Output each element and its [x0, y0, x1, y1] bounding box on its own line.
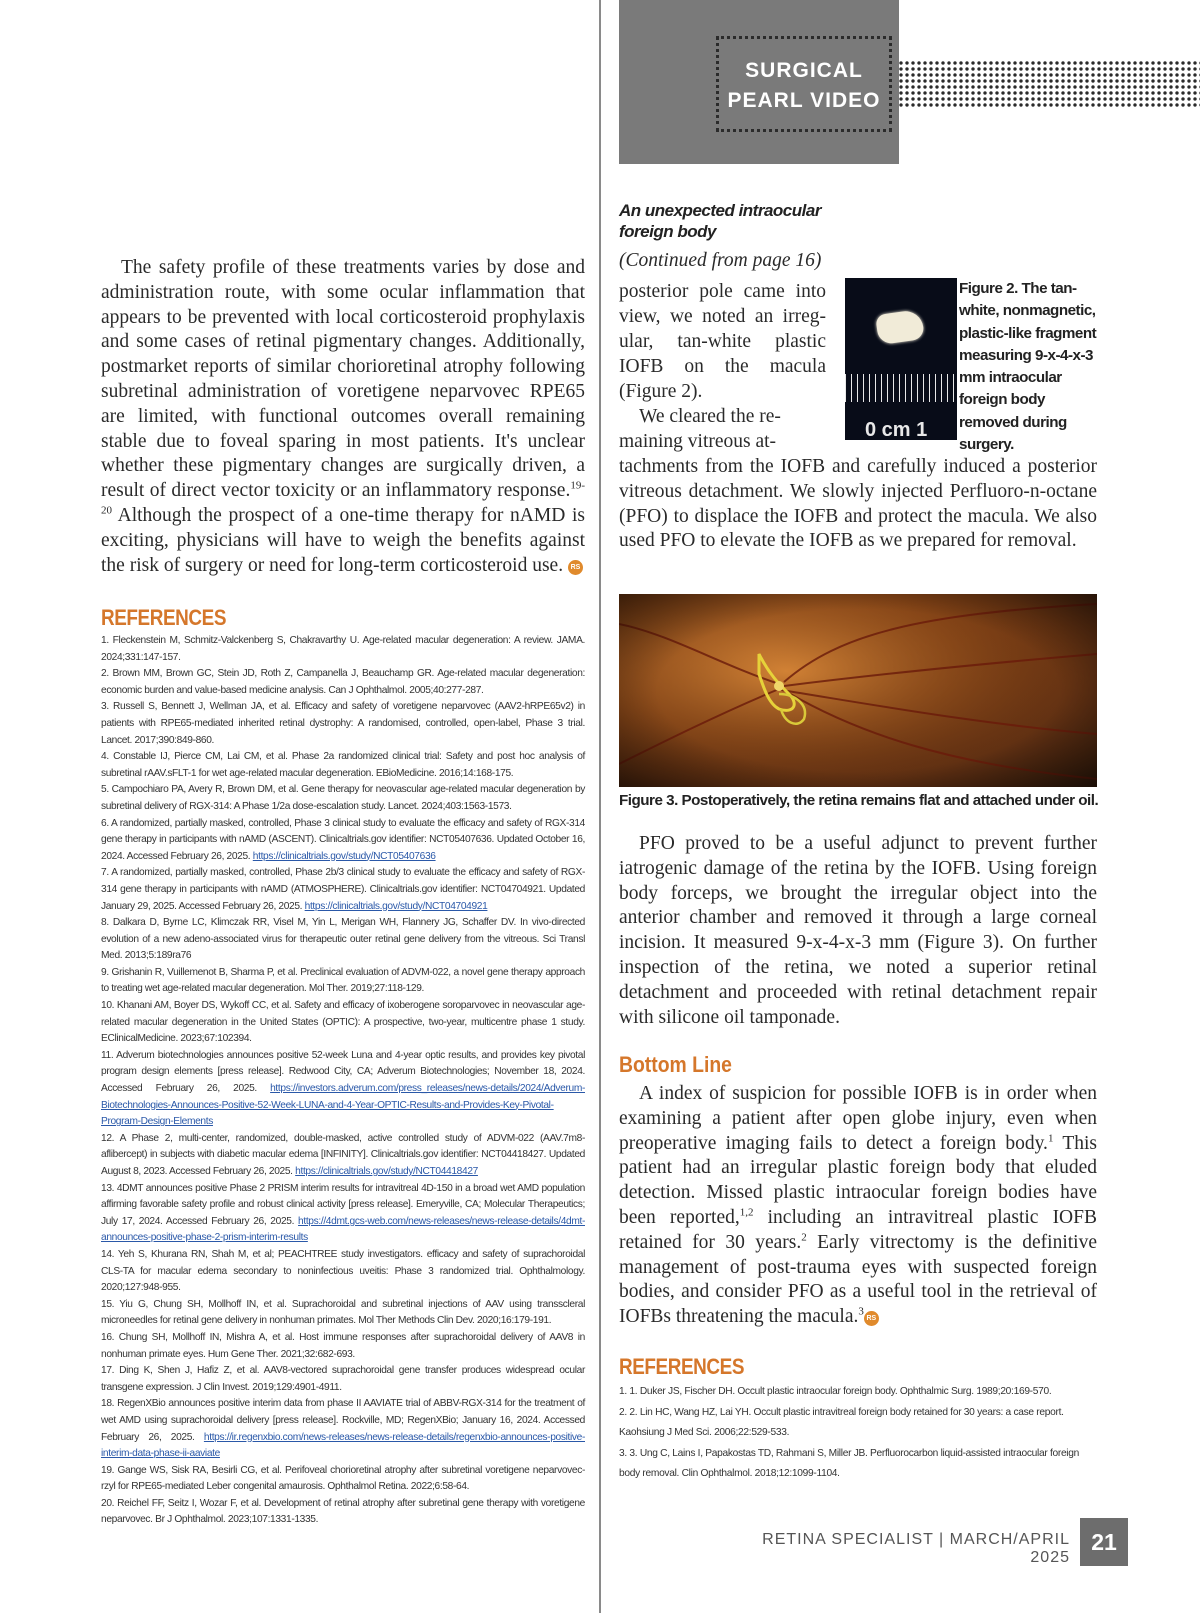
right-reference-item: 2. 2. Lin HC, Wang HZ, Lai YH. Occult plastic intravitreal foreign body retained for 30 years: a case report. Kaohsiung J Med Sci. 2006;22:529-533.	[619, 1406, 1064, 1438]
rs-end-badge-icon: RS	[864, 1311, 879, 1326]
left-reference-item	[101, 998, 585, 1048]
narrow-text-line: IOFB on the macula	[619, 356, 826, 377]
figure-2-caption: Figure 2. The tan-white, nonmagnetic, plastic-like fragment measuring 9-x-4-x-3 mm intraocular foreign body removed during surgery.	[959, 280, 1097, 454]
left-reference-item	[101, 1048, 585, 1131]
left-reference-item	[101, 699, 585, 749]
reference-text: 17. Ding K, Shen J, Hafiz Z, et al. AAV8-vectored suprachoroidal gene transfer produces widespread ocular transgene expression. J Clin Invest. 2019;129:4901-4911.	[101, 1365, 585, 1393]
left-body-text-end: Although the prospect of a one-time therapy for nAMD is exciting, physicians will have to weigh the benefits against the risk of surgery or need for long-term corticosteroid use.	[101, 504, 585, 576]
narrow-text-line: (Figure 2).	[619, 381, 703, 402]
reference-text: 15. Yiu G, Chung SH, Mollhoff IN, et al. Suprachoroidal and subretinal injections of AAV using transscleral microneedles for retinal gene delivery in nonhuman primates. Mol Ther Methods Clin Dev. 2020;16:179-191.	[101, 1298, 585, 1327]
p3-text-a: A index of suspicion for possible IOFB is in order when examining a patient after open globe injury, even when preoperative imaging fails to detect a foreign body.	[619, 1083, 1097, 1154]
reference-text: 11. Adverum biotechnologies announces positive 52-week Luna and 4-year optic results, and provides key pivotal program design elements [press release]. Redwood City, CA; Adverum Biotechnologies; November 18, 2024. Accessed February 26, 2025.	[101, 1049, 585, 1095]
left-reference-item	[101, 1496, 585, 1529]
section-header-line2: PEARL VIDEO	[727, 89, 881, 112]
p3-sup-1: 1	[1047, 1132, 1054, 1145]
rs-end-badge-icon: RS	[568, 560, 583, 575]
narrow-text-line: We cleared the re-	[639, 406, 781, 427]
reference-text: 8. Dalkara D, Byrne LC, Klimczak RR, Visel M, Yin L, Merigan WH, Flannery JG, Schaffer DV. In vivo-directed evolution of a new adeno-associated virus for therapeutic outer retinal gene delivery from the vitreous. Sci Transl Med. 2013;5:189ra76	[101, 917, 585, 962]
plastic-fragment-shape	[875, 309, 925, 345]
figure-2-image	[845, 278, 957, 440]
narrow-text-line: maining vitreous at-	[619, 431, 777, 452]
right-paragraph-2: PFO proved to be a useful adjunct to prevent further iatrogenic damage of the retina by the IOFB. Using foreign body forceps, we brought the irregular object into the anterior chamber and removed it through a large corneal incision. It measured 9-x-4-x-3 mm (Figure 3). On further inspection of the retina, we noted a superior retinal detachment and proceeded with retinal detachment repair with silicone oil tamponade.	[619, 833, 1097, 1028]
left-reference-item	[101, 1363, 585, 1396]
reference-text: 9. Grishanin R, Vuillemenot B, Sharma P, et al. Preclinical evaluation of ADVM-022, a novel gene therapy approach to treating wet age-related macular degeneration. Mol Ther. 2019;27:118-129.	[101, 966, 585, 995]
reference-link[interactable]: https://clinicaltrials.gov/study/NCT04704921	[304, 900, 488, 912]
left-reference-item	[101, 1396, 585, 1462]
p3-text-b: This patient had an irregular plastic foreign body that eluded detection. Missed plastic intraocular foreign bodies have been reported,	[619, 1132, 1097, 1228]
reference-text: 13. 4DMT announces positive Phase 2 PRISM interim results for intravitreal 4D-150 in a broad wet AMD population affirming favorable safety profile and robust clinical activity [press release]. Emeryville, CA; Molecular Therapeutics; July 17, 2024. Accessed February 26, 2025.	[101, 1182, 585, 1227]
right-references-heading: REFERENCES	[619, 1354, 745, 1379]
left-reference-item	[101, 633, 585, 666]
narrow-text-line: posterior pole came into	[619, 281, 826, 302]
reference-link[interactable]: https://clinicaltrials.gov/study/NCT04418427	[295, 1166, 478, 1177]
left-reference-item	[101, 1297, 585, 1330]
right-reference-item: 1. 1. Duker JS, Fischer DH. Occult plastic intraocular foreign body. Ophthalmic Surg. 1989;20:169-570.	[619, 1386, 1052, 1397]
left-reference-item	[101, 865, 585, 915]
reference-text: 6. A randomized, partially masked, controlled, Phase 3 clinical study to evaluate the efficacy and safety of RGX-314 gene therapy in participants with nAMD (ASCENT). Clinicaltrials.gov identifier: NCT05407636. Updated October 16, 2024. Accessed February 26, 2025.	[101, 817, 585, 862]
p3-text-c: including an intravitreal plastic IOFB retained for 30 years.	[619, 1206, 1097, 1253]
reference-link[interactable]: https://clinicaltrials.gov/study/NCT05407636	[252, 850, 436, 862]
figure-3-caption: Figure 3. Postoperatively, the retina remains flat and attached under oil.	[619, 792, 1099, 809]
reference-text: 2. Brown MM, Brown GC, Stein JD, Roth Z, Campanella J, Beauchamp GR. Age-related macular degeneration: economic burden and value-based medicine analysis. Can J Ophthalmol. 2005;40:277-287.	[101, 668, 585, 696]
reference-text: 16. Chung SH, Mollhoff IN, Mishra A, et al. Host immune responses after suprachoroidal delivery of AAV8 in nonhuman primate eyes. Hum Gene Ther. 2021;32:682-693.	[101, 1331, 585, 1360]
left-reference-item	[101, 1181, 585, 1247]
narrow-text-line: view, we noted an irreg-	[619, 306, 826, 327]
reference-text: 5. Campochiaro PA, Avery R, Brown DM, et al. Gene therapy for neovascular age-related macular degeneration by subretinal delivery of RGX-314: A Phase 1/2a dose-escalation study. Lancet. 2024;403:1563-1573.	[101, 784, 585, 812]
right-paragraph-3	[619, 1082, 1097, 1330]
p3-text-d: Early vitrectomy is the definitive management of post-trauma eyes with suspected foreign bodies, and consider PFO as a useful tool in the retrieval of IOFBs threatening the macula.	[619, 1231, 1097, 1328]
ruler-ticks	[845, 374, 957, 402]
left-reference-item	[101, 1247, 585, 1297]
continued-from-note: (Continued from page 16)	[619, 250, 822, 271]
left-reference-item	[101, 1463, 585, 1496]
reference-link[interactable]: https://4dmt.gcs-web.com/news-releases/news-release-details/4dmt-announces-positive-phase-2-prism-interim-results	[101, 1215, 585, 1244]
bottom-line-heading: Bottom Line	[619, 1052, 732, 1077]
reference-text: 18. RegenXBio announces positive interim data from phase II AAVIATE trial of ABBV-RGX-314 for the treatment of wet AMD using suprachoroidal delivery [press release]. Rockville, MD; RegenXBio; January 16, 2024. Accessed February 26, 2025.	[101, 1398, 585, 1443]
narrow-text-line: ular, tan-white plastic	[619, 331, 826, 352]
left-references-list	[101, 633, 585, 1529]
reference-text: 10. Khanani AM, Boyer DS, Wykoff CC, et al. Safety and efficacy of ixoberogene soroparvovec in neovascular age-related macular degeneration in the United States (OPTIC): A prospective, two-year, multicentre phase 1 study. EClinicalMedicine. 2023;67:102394.	[101, 1000, 585, 1045]
right-references-list	[619, 1382, 1097, 1485]
reference-text: 19. Gange WS, Sisk RA, Besirli CG, et al. Perifoveal chorioretinal atrophy after subretinal voretigene neparvovec-rzyl for RPE65-mediated Leber congenital amaurosis. Ophthalmol Retina. 2022;6:58-64.	[101, 1464, 585, 1493]
left-body-paragraph	[101, 256, 585, 578]
column-divider	[599, 0, 601, 1613]
section-header-label	[716, 56, 892, 116]
reference-link[interactable]: https://ir.regenxbio.com/news-releases/news-release-details/regenxbio-announces-positive-interim-data-phase-ii-aaviate	[101, 1431, 585, 1460]
section-header-line1: SURGICAL	[745, 59, 863, 82]
left-reference-item	[101, 816, 585, 866]
p3-sup-2: 1,2	[739, 1206, 754, 1219]
left-reference-item	[101, 749, 585, 782]
retina-illustration	[619, 594, 1097, 787]
left-references-heading: REFERENCES	[101, 605, 227, 630]
reference-text: 3. Russell S, Bennett J, Wellman JA, et al. Efficacy and safety of voretigene neparvovec (AAV2-hRPE65v2) in patients with RPE65-mediated inherited retinal dystrophy: A randomised, controlled, open-label, Phase 3 trial. Lancet. 2017;390:849-860.	[101, 701, 585, 746]
citation-superscript: 19-20	[101, 479, 585, 517]
dot-pattern-decoration	[898, 60, 1200, 108]
p3-sup-3: 2	[801, 1231, 807, 1244]
figure-3-image	[619, 594, 1097, 787]
left-reference-item	[101, 1330, 585, 1363]
reference-text: 1. Fleckenstein M, Schmitz-Valckenberg S, Chakravarthy U. Age-related macular degeneration: A review. JAMA. 2024;331:147-157.	[101, 635, 585, 663]
reference-text: 14. Yeh S, Khurana RN, Shah M, et al; PEACHTREE study investigators. efficacy and safety of suprachoroidal CLS-TA for macular edema secondary to noninfectious uveitis: Phase 3 randomized trial. Ophthalmology. 2020;127:948-955.	[101, 1248, 585, 1294]
reference-text: 12. A Phase 2, multi-center, randomized, double-masked, active controlled study of ADVM-022 (AAV.7m8-aflibercept) in subjects with diabetic macular edema [INFINITY]. Clinicaltrials.gov identifier: NCT04418427. Updated August 8, 2023. Accessed February 26, 2025.	[101, 1132, 585, 1177]
footer-publication: RETINA SPECIALIST | MARCH/APRIL 2025	[762, 1531, 1070, 1566]
reference-text: 20. Reichel FF, Seitz I, Wozar F, et al. Development of retinal atrophy after subretinal gene therapy with voretigene neparvovec. Br J Ophthalmol. 2023;107:1331-1335.	[101, 1497, 585, 1526]
left-reference-item	[101, 965, 585, 998]
left-reference-item	[101, 782, 585, 815]
ruler-label: 0 cm 1	[865, 419, 928, 440]
article-section-title: An unexpected intraocular foreign body	[619, 201, 821, 241]
left-body-text: The safety profile of these treatments varies by dose and administration route, with some ocular inflammation that appears to be prevented with local corticosteroid prophylaxis and some cases of retinal pigmentary changes. Additionally, postmarket reports of similar chorioretinal atrophy following subretinal administration of voretigene neparvovec RPE65 are limited, with functional outcomes overall remaining stable due to foveal sparing in most patients. It's unclear whether these pigmentary changes are surgically driven, a result of direct vector toxicity or an inflammatory response.	[101, 257, 585, 502]
reference-text: 4. Constable IJ, Pierce CM, Lai CM, et al. Phase 2a randomized clinical trial: Safety and post hoc analysis of subretinal rAAV.sFLT-1 for wet age-related macular degeneration. EBioMedicine. 2016;14:168-175.	[101, 751, 585, 779]
reference-link[interactable]: https://investors.adverum.com/press_releases/news-details/2024/Adverum-Biotechnologies-Announces-Positive-52-Week-LUNA-and-4-Year-OPTIC-Results-and-Provides-Key-Pivotal-Program-Design-Elements	[101, 1083, 585, 1128]
reference-text: 7. A randomized, partially masked, controlled, Phase 2b/3 clinical study to evaluate the efficacy and safety of RGX-314 gene therapy in participants with nAMD (ATMOSPHERE). Clinicaltrials.gov identifier: NCT04704921. Updated January 29, 2025. Accessed February 26, 2025.	[101, 867, 585, 912]
p3-sup-4: 3	[858, 1305, 864, 1318]
right-paragraph-1: tachments from the IOFB and carefully induced a posterior vitreous detachment. We slowly injected Perfluoro-n-octane (PFO) to displace the IOFB and protect the macula. We also used PFO to elevate the IOFB as we prepared for removal.	[619, 456, 1097, 552]
left-reference-item	[101, 666, 585, 699]
page-number: 21	[1080, 1518, 1128, 1566]
right-reference-item: 3. 3. Ung C, Lains I, Papakostas TD, Rahmani S, Miller JB. Perfluorocarbon liquid-assisted intraocular foreign body removal. Clin Ophthalmol. 2018;12:1099-1104.	[619, 1447, 1080, 1479]
left-reference-item	[101, 1131, 585, 1181]
left-reference-item	[101, 915, 585, 965]
